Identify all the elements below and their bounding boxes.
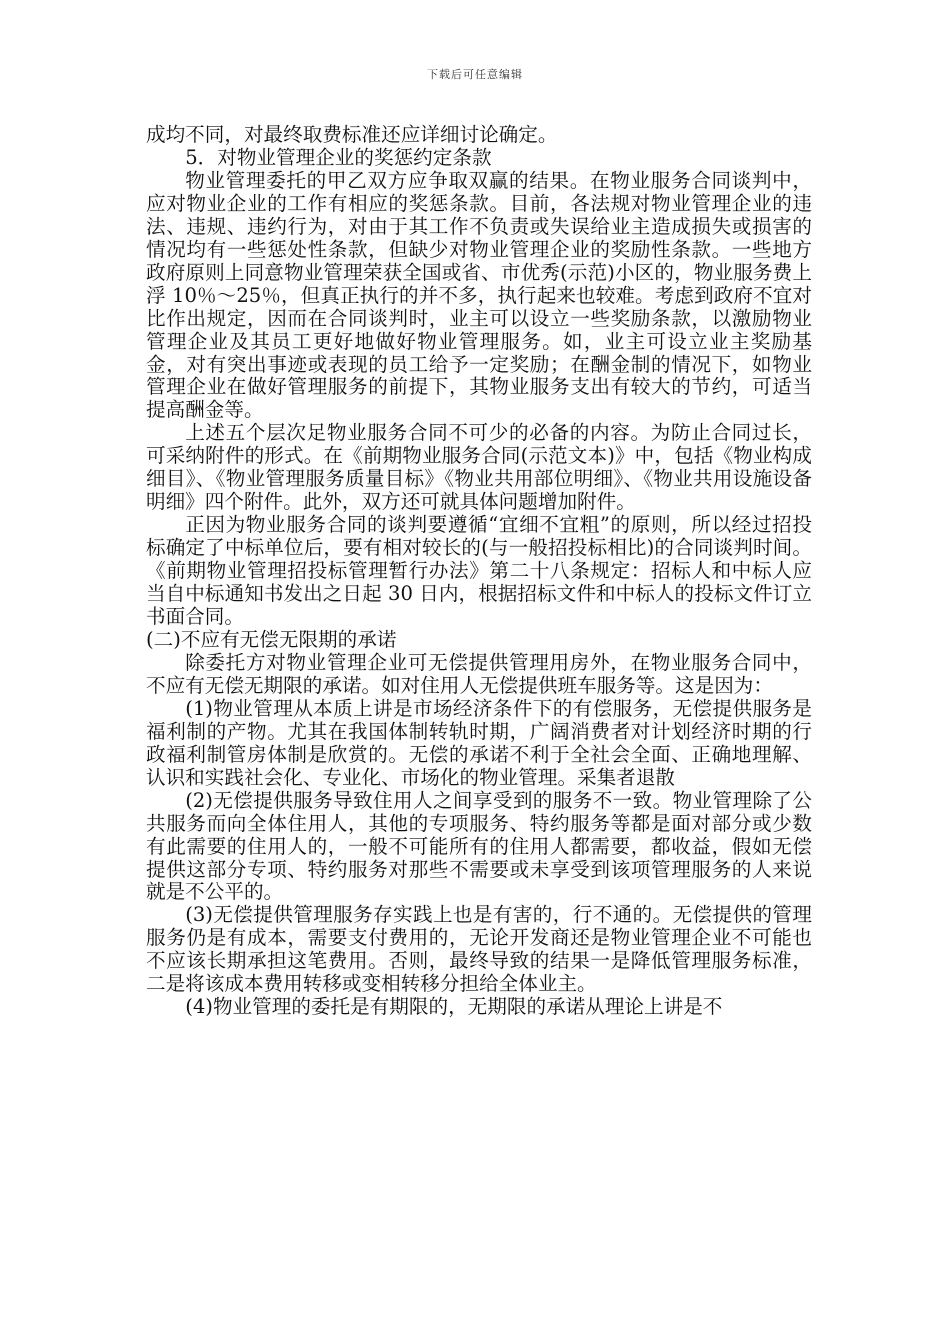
list-item: (1)物业管理从本质上讲是市场经济条件下的有偿服务，无偿提供服务是福利制的产物。尤其在我国体制转轨时期，广阔消费者对计划经济时期的行政福利制管房体制是欣赏的。无偿的承诺不利于全社会全面、正确地理解、认识和实践社会化、专业化、市场化的物业管理。采集者退散 — [146, 696, 812, 789]
list-item: (2)无偿提供服务导致住用人之间享受到的服务不一致。物业管理除了公共服务而向全体住用人，其他的专项服务、特约服务等都是面对部分或少数有此需要的住用人的，一般不可能所有的住用人都需要，都收益，假如无偿提供这部分专项、特约服务对那些不需要或未享受到该项管理服务的人来说就是不公平的。 — [146, 788, 812, 904]
paragraph: 上述五个层次足物业服务合同不可少的必备的内容。为防止合同过长，可采纳附件的形式。在《前期物业服务合同(示范文本)》中，包括《物业构成细目》、《物业管理服务质量目标》《物业共用部位明细》、《物业共用设施设备明细》四个附件。此外，双方还可就具体问题增加附件。 — [146, 421, 812, 514]
paragraph: 物业管理委托的甲乙双方应争取双赢的结果。在物业服务合同谈判中，应对物业企业的工作有相应的奖惩条款。目前，各法规对物业管理企业的违法、违规、违约行为，对由于其工作不负责或失误给业主造成损失或损害的情况均有一些惩处性条款，但缺少对物业管理企业的奖励性条款。一些地方政府原则上同意物业管理荣获全国或省、市优秀(示范)小区的，物业服务费上浮 10％～25％，但真正执行的并不多，执行起来也较难。考虑到政府不宜对比作出规定，因而在合同谈判时，业主可以设立一些奖励条款，以激励物业管理企业及其员工更好地做好物业管理服务。如，业主可设立业主奖励基金，对有突出事迹或表现的员工给予一定奖励；在酬金制的情况下，如物业管理企业在做好管理服务的前提下，其物业服务支出有较大的节约，可适当提高酬金等。 — [146, 168, 812, 422]
section-heading: (二)不应有无偿无限期的承诺 — [146, 627, 397, 651]
list-item: (4)物业管理的委托是有期限的，无期限的承诺从理论上讲是不 — [185, 995, 723, 1019]
paragraph: 成均不同，对最终取费标准还应详细讨论确定。 — [146, 123, 558, 146]
document-body — [146, 124, 812, 1019]
paragraph: 除委托方对物业管理企业可无偿提供管理用房外，在物业服务合同中，不应有无偿无期限的承诺。如对住用人无偿提供班车服务等。这是因为： — [146, 650, 812, 697]
list-item: (3)无偿提供管理服务存实践上也是有害的，行不通的。无偿提供的管理服务仍是有成本，需要支付费用的，无论开发商还是物业管理企业不可能也不应该长期承担这笔费用。否则，最终导致的结果一是降低管理服务标准，二是将该成本费用转移或变相转移分担给全体业主。 — [146, 903, 812, 996]
page-header: 下载后可任意编辑 — [427, 68, 523, 81]
section-heading: 5．对物业管理企业的奖惩约定条款 — [185, 145, 492, 169]
paragraph: 正因为物业服务合同的谈判要遵循“宜细不宜粗”的原则，所以经过招投标确定了中标单位后，要有相对较长的(与一般招投标相比)的合同谈判时间。《前期物业管理招投标管理暂行办法》第二十八条规定：招标人和中标人应当自中标通知书发出之日起 30 日内，根据招标文件和中标人的投标文件订立书面合同。 — [146, 513, 812, 629]
